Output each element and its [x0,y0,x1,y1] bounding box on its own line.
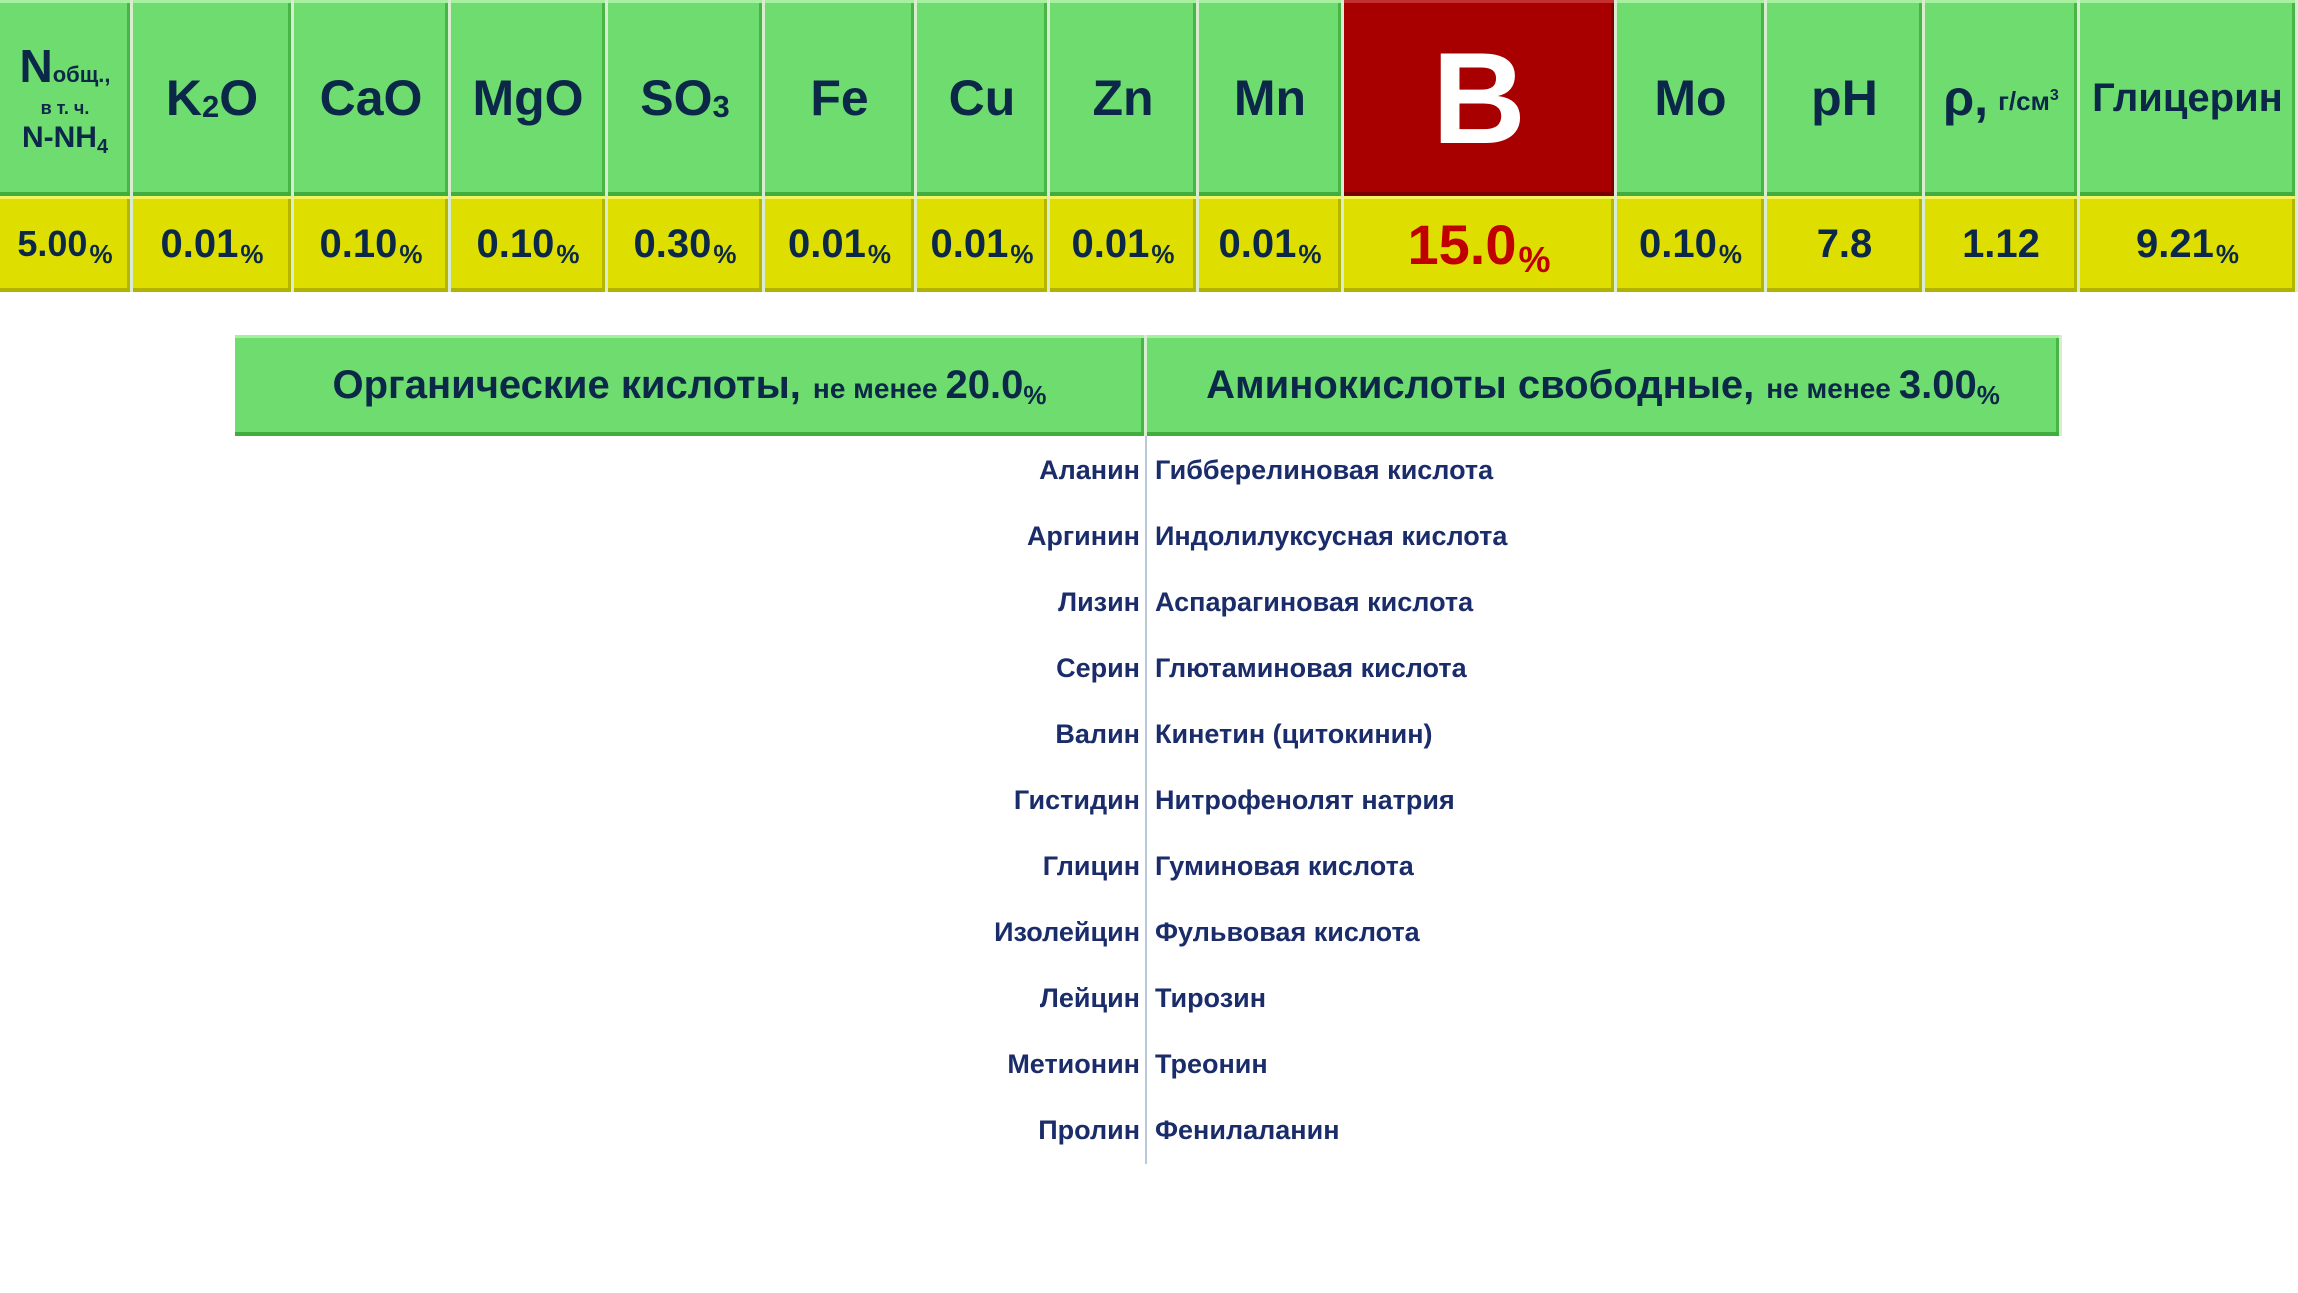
list-item: Аланин [1039,455,1140,485]
mgo-label: MgO [472,70,584,126]
list-item: Аргинин [1026,521,1140,551]
organic-value: 20.0 [945,363,1024,407]
value-ph [1767,196,1925,292]
list-item: Фульвовая кислота [1155,917,1420,947]
header-mn [1199,0,1344,196]
fe-unit: % [867,238,891,269]
header-k2o [133,0,294,196]
header-zn [1050,0,1199,196]
value-n-total [0,196,133,292]
column-divider [1145,436,1147,1164]
list-item: Индолилуксусная кислота [1155,521,1508,551]
density-unit-exp: 3 [2049,86,2059,104]
value-row [0,196,2298,292]
list-item: Кинетин (цитокинин) [1155,719,1433,749]
right-list [1155,448,1507,1174]
list-item: Пролин [1038,1115,1140,1145]
list-item: Валин [1055,719,1140,749]
value-glycerin [2080,196,2298,292]
fe-value: 0.01 [788,221,866,266]
value-cao [294,196,451,292]
glycerin-label: Глицерин [2092,75,2283,120]
cao-label: CaO [319,70,423,126]
value-mgo [451,196,608,292]
k2o-index: 2 [201,89,220,125]
list-item: Треонин [1155,1049,1268,1079]
list-item: Глютаминовая кислота [1155,653,1467,683]
organic-title: Органические кислоты, [332,363,801,407]
header-cu [917,0,1050,196]
amino-value: 3.00 [1898,363,1977,407]
so3-unit: % [713,238,737,269]
n-sub-index: 4 [96,136,109,158]
cao-unit: % [399,238,423,269]
organic-acids-header [235,335,1147,436]
b-label: B [1432,25,1526,171]
value-mo [1617,196,1767,292]
nutrient-table [0,0,2298,292]
density-symbol: ρ, [1943,70,1989,126]
glycerin-unit: % [2215,238,2239,269]
value-fe [765,196,917,292]
header-density [1925,0,2080,196]
zn-label: Zn [1092,70,1154,126]
k2o-tail: O [219,70,259,126]
amino-title: Аминокислоты свободные, [1206,363,1755,407]
k2o-base: K [165,70,202,126]
n-sub-formula: N-NH [21,121,97,154]
organic-qualifier: не менее [812,372,938,404]
n-subscript: общ., [52,62,111,87]
list-item: Тирозин [1155,983,1267,1013]
list-item: Серин [1056,653,1140,683]
n-unit: % [89,238,113,269]
mgo-value: 0.10 [476,221,555,266]
mo-unit: % [1718,238,1742,269]
list-item: Гистидин [1013,785,1140,815]
ph-value: 7.8 [1816,221,1873,266]
n-note: в т. ч. [40,98,90,118]
ph-label: pH [1811,70,1878,126]
cu-value: 0.01 [930,221,1009,266]
density-unit: г/см [1998,85,2050,116]
mn-unit: % [1298,238,1322,269]
header-mgo [451,0,608,196]
value-b [1344,196,1617,292]
list-item: Гуминовая кислота [1155,851,1414,881]
value-mn [1199,196,1344,292]
header-row [0,0,2298,196]
zn-unit: % [1151,238,1175,269]
n-value: 5.00 [17,223,88,264]
value-zn [1050,196,1199,292]
list-item: Нитрофенолят натрия [1155,785,1455,815]
mgo-unit: % [556,238,580,269]
value-so3 [608,196,765,292]
value-cu [917,196,1050,292]
so3-index: 3 [712,89,730,125]
so3-value: 0.30 [633,221,712,266]
amino-unit: % [1976,380,2000,410]
mo-value: 0.10 [1639,221,1717,266]
cu-label: Cu [948,70,1016,126]
header-n-total [0,0,133,196]
cu-unit: % [1010,238,1034,269]
organic-unit: % [1023,380,1047,410]
list-item: Фенилаланин [1155,1115,1340,1145]
so3-base: SO [640,70,713,126]
header-fe [765,0,917,196]
density-value: 1.12 [1962,221,2040,266]
left-list [994,448,1140,1174]
cao-value: 0.10 [319,221,398,266]
n-symbol: N [19,40,53,92]
header-ph [1767,0,1925,196]
list-item: Лизин [1058,587,1140,617]
list-item: Метионин [1007,1049,1140,1079]
list-item: Изолейцин [994,917,1140,947]
header-b [1344,0,1617,196]
list-item: Гибберелиновая кислота [1155,455,1494,485]
header-cao [294,0,451,196]
amino-acids-header [1147,335,2062,436]
k2o-unit: % [240,238,264,269]
value-density [1925,196,2080,292]
list-item: Глицин [1042,851,1140,881]
header-so3 [608,0,765,196]
fe-label: Fe [810,70,869,126]
b-value: 15.0 [1407,212,1517,276]
list-item: Лейцин [1039,983,1140,1013]
k2o-value: 0.01 [160,221,239,266]
amino-qualifier: не менее [1766,372,1891,404]
glycerin-value: 9.21 [2136,221,2214,266]
zn-value: 0.01 [1071,221,1150,266]
list-item: Аспарагиновая кислота [1155,587,1474,617]
b-unit: % [1518,239,1551,280]
mn-value: 0.01 [1218,221,1297,266]
mo-label: Mo [1654,70,1727,126]
section-headers [235,335,2062,436]
value-k2o [133,196,294,292]
mn-label: Mn [1233,70,1307,126]
header-glycerin [2080,0,2298,196]
header-mo [1617,0,1767,196]
